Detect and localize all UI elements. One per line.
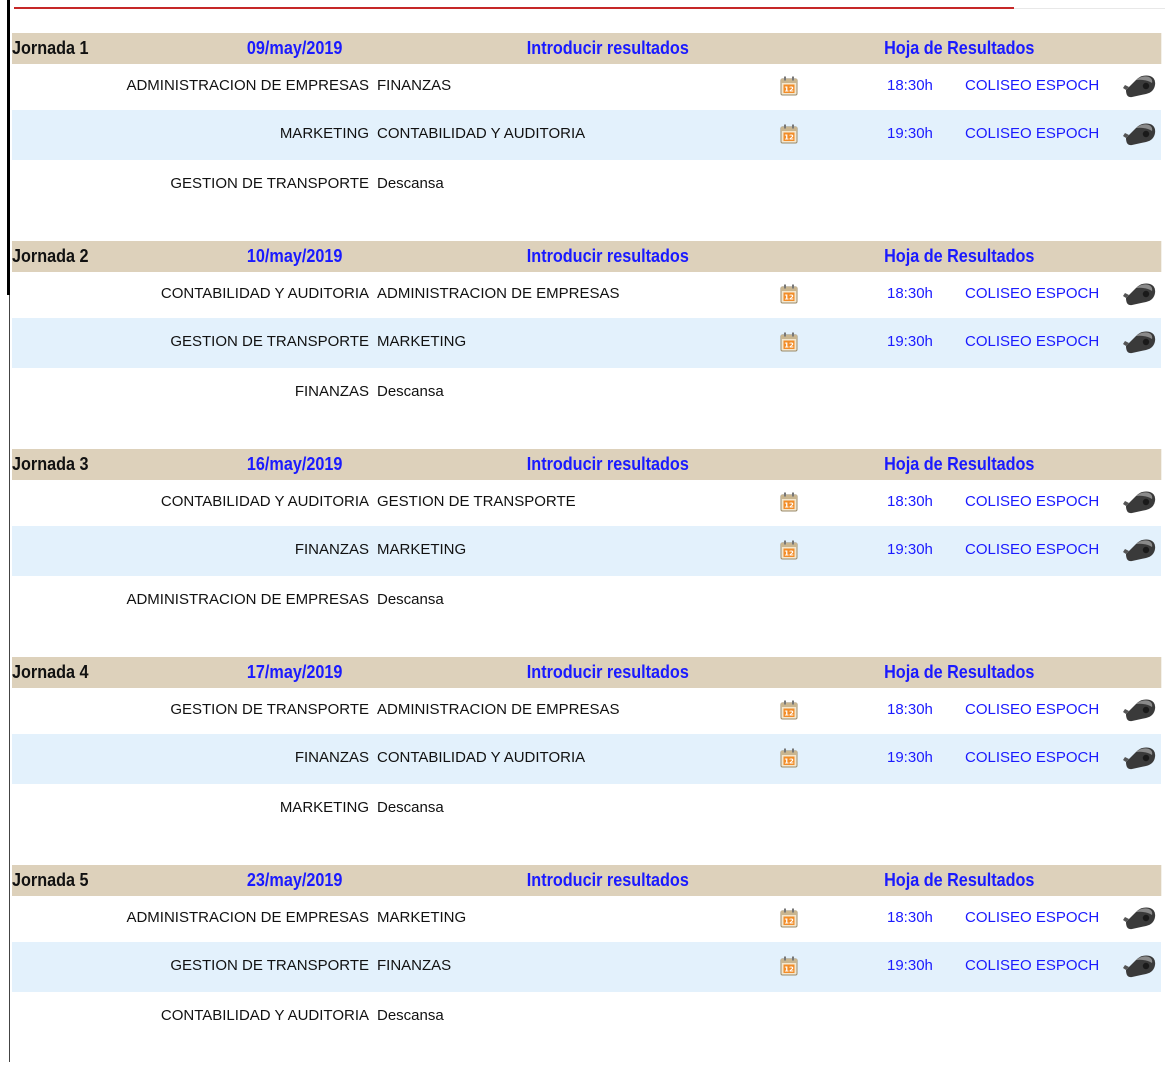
jornada-date: 09/may/2019	[246, 38, 343, 58]
home-team: GESTION DE TRANSPORTE	[170, 333, 369, 350]
descansa-label: Descansa	[377, 799, 444, 816]
whistle-icon[interactable]	[1122, 534, 1158, 564]
descansa-label: Descansa	[377, 175, 444, 192]
introducir-resultados-link[interactable]: Introducir resultados	[526, 38, 689, 58]
svg-text:12: 12	[784, 709, 794, 718]
top-divider	[14, 7, 1014, 9]
introducir-resultados-link[interactable]: Introducir resultados	[526, 454, 689, 474]
whistle-icon[interactable]	[1122, 902, 1158, 932]
away-team: CONTABILIDAD Y AUDITORIA	[377, 125, 586, 142]
home-team: CONTABILIDAD Y AUDITORIA	[160, 285, 369, 302]
jornada-name: Jornada 1	[12, 38, 89, 58]
home-team: ADMINISTRACION DE EMPRESAS	[126, 909, 369, 926]
resting-team: MARKETING	[279, 799, 369, 816]
jornada-block-4	[12, 657, 1161, 865]
away-team: FINANZAS	[377, 77, 452, 94]
match-row	[12, 942, 1161, 992]
schedule-table	[12, 33, 1161, 1073]
jornada-block-1	[12, 33, 1161, 241]
match-venue-link[interactable]: COLISEO ESPOCH	[965, 125, 1100, 142]
whistle-icon[interactable]	[1122, 486, 1158, 516]
match-row	[12, 110, 1161, 160]
match-time: 19:30h	[887, 541, 933, 558]
match-row	[12, 272, 1161, 318]
match-time: 18:30h	[887, 285, 933, 302]
introducir-resultados-link[interactable]: Introducir resultados	[526, 246, 689, 266]
hoja-de-resultados-link[interactable]: Hoja de Resultados	[884, 38, 1035, 58]
calendar-12-icon[interactable]	[780, 124, 798, 144]
rest-row	[12, 784, 1161, 834]
resting-team: ADMINISTRACION DE EMPRESAS	[126, 591, 369, 608]
descansa-label: Descansa	[377, 383, 444, 400]
hoja-de-resultados-link[interactable]: Hoja de Resultados	[884, 454, 1035, 474]
hoja-de-resultados-link[interactable]: Hoja de Resultados	[884, 662, 1035, 682]
hoja-de-resultados-link[interactable]: Hoja de Resultados	[884, 870, 1035, 890]
match-venue-link[interactable]: COLISEO ESPOCH	[965, 333, 1100, 350]
svg-text:12: 12	[784, 757, 794, 766]
left-border-thin	[9, 295, 10, 1062]
top-divider-fade	[1014, 8, 1165, 9]
match-venue-link[interactable]: COLISEO ESPOCH	[965, 285, 1100, 302]
jornada-block-2	[12, 241, 1161, 449]
match-venue-link[interactable]: COLISEO ESPOCH	[965, 493, 1100, 510]
jornada-date: 16/may/2019	[246, 454, 343, 474]
away-team: MARKETING	[377, 541, 467, 558]
match-venue-link[interactable]: COLISEO ESPOCH	[965, 749, 1100, 766]
match-row	[12, 688, 1161, 734]
calendar-12-icon[interactable]	[780, 76, 798, 96]
match-venue-link[interactable]: COLISEO ESPOCH	[965, 909, 1100, 926]
match-time: 19:30h	[887, 333, 933, 350]
calendar-12-icon[interactable]	[780, 284, 798, 304]
whistle-icon[interactable]	[1122, 326, 1158, 356]
home-team: GESTION DE TRANSPORTE	[170, 957, 369, 974]
svg-text:12: 12	[784, 965, 794, 974]
home-team: FINANZAS	[294, 749, 369, 766]
calendar-12-icon[interactable]	[780, 908, 798, 928]
svg-text:12: 12	[784, 293, 794, 302]
match-row	[12, 896, 1161, 942]
jornada-date: 17/may/2019	[246, 662, 343, 682]
away-team: MARKETING	[377, 333, 467, 350]
home-team: GESTION DE TRANSPORTE	[170, 701, 369, 718]
svg-text:12: 12	[784, 341, 794, 350]
match-venue-link[interactable]: COLISEO ESPOCH	[965, 701, 1100, 718]
jornada-block-3	[12, 449, 1161, 657]
match-time: 18:30h	[887, 909, 933, 926]
jornada-name: Jornada 5	[12, 870, 89, 890]
svg-text:12: 12	[784, 917, 794, 926]
jornada-date: 10/may/2019	[246, 246, 343, 266]
calendar-12-icon[interactable]	[780, 540, 798, 560]
home-team: MARKETING	[279, 125, 369, 142]
introducir-resultados-link[interactable]: Introducir resultados	[526, 870, 689, 890]
match-row	[12, 64, 1161, 110]
away-team: ADMINISTRACION DE EMPRESAS	[377, 285, 620, 302]
jornada-block-5	[12, 865, 1161, 1073]
match-row	[12, 734, 1161, 784]
match-time: 18:30h	[887, 701, 933, 718]
match-time: 19:30h	[887, 125, 933, 142]
jornada-date: 23/may/2019	[246, 870, 343, 890]
match-venue-link[interactable]: COLISEO ESPOCH	[965, 77, 1100, 94]
away-team: GESTION DE TRANSPORTE	[377, 493, 576, 510]
calendar-12-icon[interactable]	[780, 956, 798, 976]
svg-text:12: 12	[784, 549, 794, 558]
home-team: CONTABILIDAD Y AUDITORIA	[160, 493, 369, 510]
match-venue-link[interactable]: COLISEO ESPOCH	[965, 957, 1100, 974]
left-border	[7, 0, 10, 295]
match-row	[12, 526, 1161, 576]
match-time: 19:30h	[887, 749, 933, 766]
calendar-12-icon[interactable]	[780, 748, 798, 768]
match-row	[12, 318, 1161, 368]
svg-text:12: 12	[784, 501, 794, 510]
home-team: FINANZAS	[294, 541, 369, 558]
whistle-icon[interactable]	[1122, 70, 1158, 100]
calendar-12-icon[interactable]	[780, 492, 798, 512]
resting-team: FINANZAS	[294, 383, 369, 400]
svg-text:12: 12	[784, 85, 794, 94]
whistle-icon[interactable]	[1122, 278, 1158, 308]
whistle-icon[interactable]	[1122, 950, 1158, 980]
match-time: 18:30h	[887, 77, 933, 94]
match-venue-link[interactable]: COLISEO ESPOCH	[965, 541, 1100, 558]
rest-row	[12, 992, 1161, 1042]
whistle-icon[interactable]	[1122, 742, 1158, 772]
jornada-header	[12, 865, 1161, 896]
jornada-header	[12, 449, 1161, 480]
calendar-12-icon[interactable]	[780, 700, 798, 720]
match-time: 18:30h	[887, 493, 933, 510]
rest-row	[12, 576, 1161, 626]
match-row	[12, 480, 1161, 526]
resting-team: GESTION DE TRANSPORTE	[170, 175, 369, 192]
resting-team: CONTABILIDAD Y AUDITORIA	[160, 1007, 369, 1024]
jornada-header	[12, 33, 1161, 64]
hoja-de-resultados-link[interactable]: Hoja de Resultados	[884, 246, 1035, 266]
calendar-12-icon[interactable]	[780, 332, 798, 352]
svg-text:12: 12	[784, 133, 794, 142]
rest-row	[12, 368, 1161, 418]
whistle-icon[interactable]	[1122, 694, 1158, 724]
jornada-header	[12, 241, 1161, 272]
jornada-header	[12, 657, 1161, 688]
home-team: ADMINISTRACION DE EMPRESAS	[126, 77, 369, 94]
away-team: CONTABILIDAD Y AUDITORIA	[377, 749, 586, 766]
match-time: 19:30h	[887, 957, 933, 974]
whistle-icon[interactable]	[1122, 118, 1158, 148]
jornada-name: Jornada 2	[12, 246, 89, 266]
descansa-label: Descansa	[377, 591, 444, 608]
away-team: MARKETING	[377, 909, 467, 926]
jornada-name: Jornada 4	[12, 662, 89, 682]
rest-row	[12, 160, 1161, 210]
away-team: FINANZAS	[377, 957, 452, 974]
away-team: ADMINISTRACION DE EMPRESAS	[377, 701, 620, 718]
descansa-label: Descansa	[377, 1007, 444, 1024]
jornada-name: Jornada 3	[12, 454, 89, 474]
introducir-resultados-link[interactable]: Introducir resultados	[526, 662, 689, 682]
